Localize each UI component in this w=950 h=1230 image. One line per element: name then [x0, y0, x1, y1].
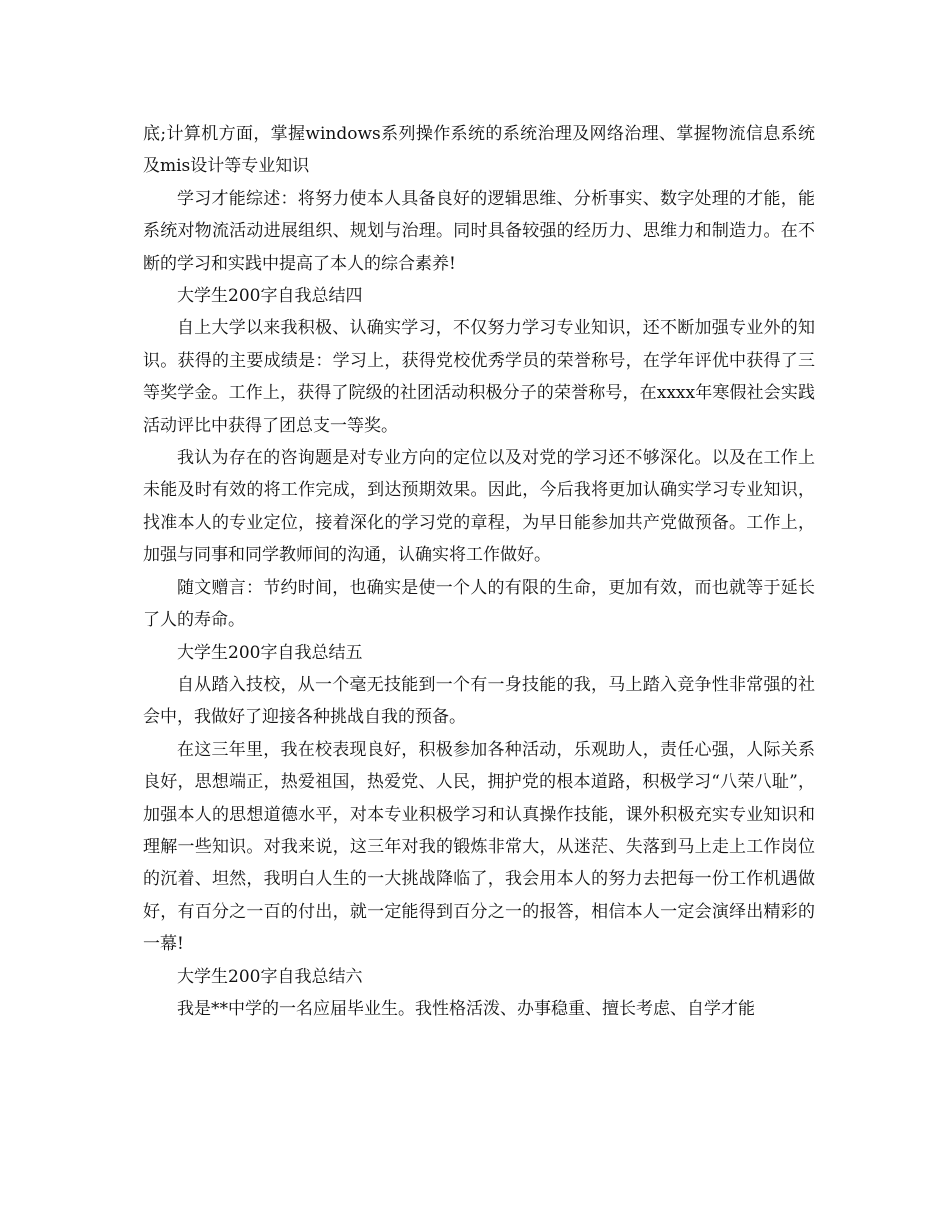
- section-heading-summary-five: 大学生200字自我总结五: [177, 642, 363, 663]
- paragraph-closing-quote: 随文赠言：节约时间，也确实是使一个人的有限的生命，更加有效，而也就等于延长了人的寿命。: [143, 577, 815, 631]
- section-heading-summary-four: 大学生200字自我总结四: [177, 286, 363, 307]
- document-page: [143, 118, 815, 1025]
- paragraph-technical-school: 自从踏入技校，从一个毫无技能到一个有一身技能的我，马上踏入竞争性非常强的社会中，我做好了迎接各种挑战自我的预备。: [143, 674, 815, 728]
- paragraph-problems: 我认为存在的咨询题是对专业方向的定位以及对党的学习还不够深化。以及在工作上未能及时有效的将工作完成，到达预期效果。因此，今后我将更加认确实学习专业知识，找准本人的专业定位，接着深化的学习党的章程，为早日能参加共产党做预备。工作上，加强与同事和同学教师间的沟通，认确实将工作做好。: [143, 448, 815, 566]
- paragraph-computer-skills: 底;计算机方面，掌握windows系列操作系统的系统治理及网络治理、掌握物流信息系统及mis设计等专业知识: [143, 124, 815, 177]
- paragraph-learning-ability: 学习才能综述：将努力使本人具备良好的逻辑思维、分析事实、数字处理的才能，能系统对物流活动进展组织、规划与治理。同时具备较强的经历力、思维力和制造力。在不断的学习和实践中提高了本人的综合素养!: [143, 188, 815, 274]
- paragraph-graduate-intro: 我是**中学的一名应届毕业生。我性格活泼、办事稳重、擅长考虑、自学才能: [177, 998, 755, 1019]
- section-heading-summary-six: 大学生200字自我总结六: [177, 966, 363, 987]
- paragraph-achievements: 自上大学以来我积极、认确实学习，不仅努力学习专业知识，还不断加强专业外的知识。获得的主要成绩是：学习上，获得党校优秀学员的荣誉称号，在学年评优中获得了三等奖学金。工作上，获得了院级的社团活动积极分子的荣誉称号，在xxxx年寒假社会实践活动评比中获得了团总支一等奖。: [143, 318, 815, 436]
- paragraph-three-years: 在这三年里，我在校表现良好，积极参加各种活动，乐观助人，责任心强，人际关系良好，思想端正，热爱祖国，热爱党、人民，拥护党的根本道路，积极学习“八荣八耻”，加强本人的思想道德水平，对本专业积极学习和认真操作技能，课外积极充实专业知识和理解一些知识。对我来说，这三年对我的锻炼非常大，从迷茫、失落到马上走上工作岗位的沉着、坦然，我明白人生的一大挑战降临了，我会用本人的努力去把每一份工作机遇做好，有百分之一百的付出，就一定能得到百分之一的报答，相信本人一定会演绎出精彩的一幕!: [143, 739, 815, 955]
